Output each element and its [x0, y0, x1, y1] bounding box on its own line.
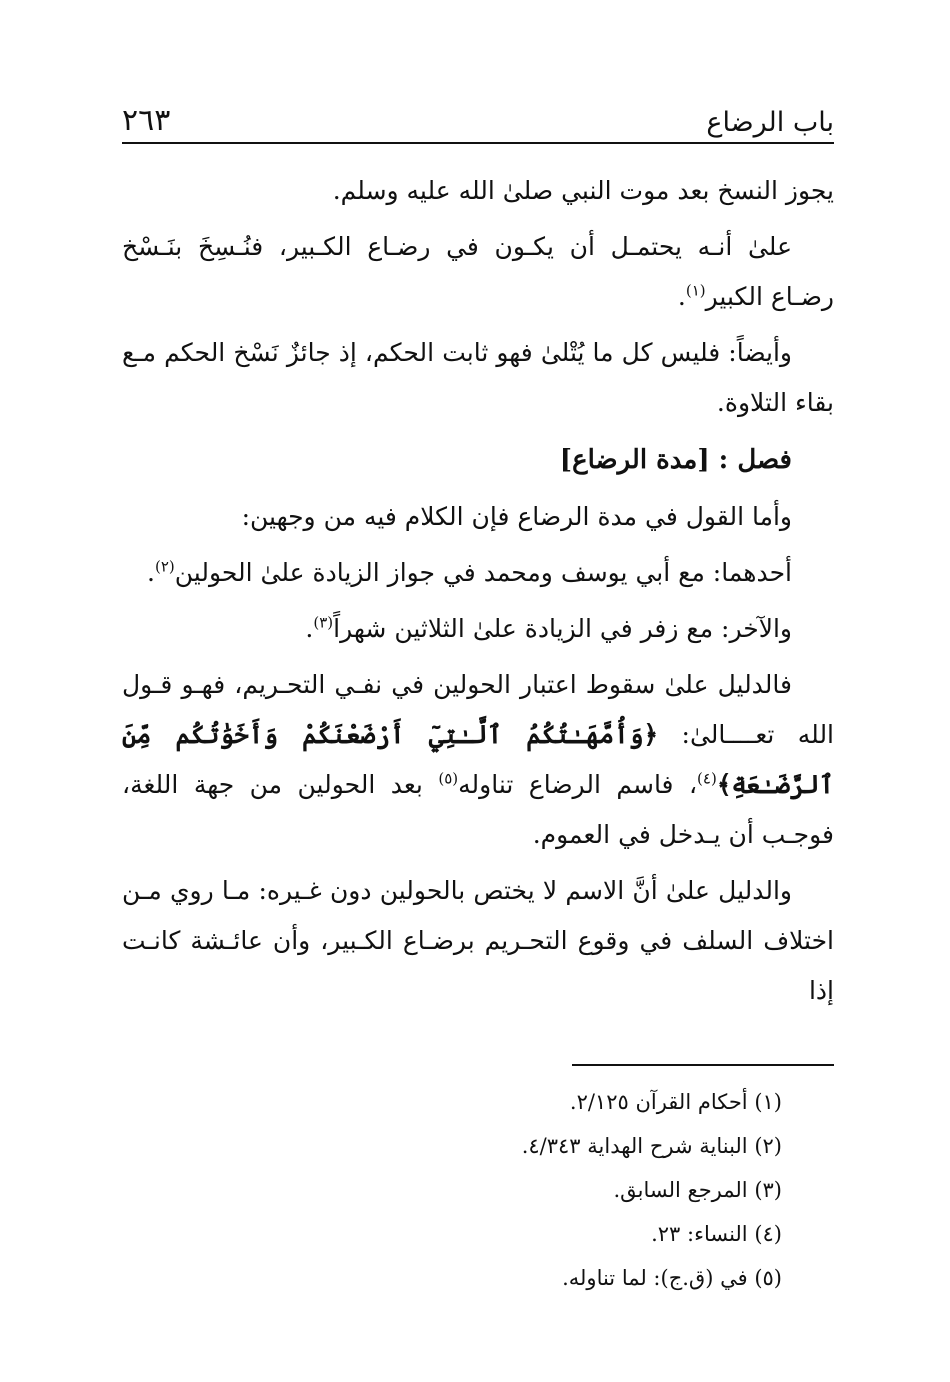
footnote: (٥) في (ق.ج): لما تناوله.	[562, 1266, 782, 1290]
paragraph-tail: .	[677, 282, 686, 311]
footnote: (١) أحكام القرآن ٢/١٢٥.	[569, 1090, 782, 1114]
evidence-paragraph	[122, 660, 834, 860]
page-number: ٢٦٣	[122, 103, 171, 138]
paragraph-tail: .	[305, 614, 314, 643]
chapter-title: باب الرضاع	[706, 107, 834, 138]
paragraph-text: يجوز النسخ بعد موت النبي صلىٰ الله عليه وسلم.	[332, 176, 834, 205]
footnotes	[122, 1080, 834, 1300]
paragraph	[122, 328, 834, 428]
footnote-ref: (٥)	[438, 769, 459, 788]
evidence-continuation: ، فاسم الرضاع تناوله	[458, 770, 698, 799]
paragraph	[122, 222, 834, 322]
footnote: (٤) النساء: ٢٣.	[651, 1222, 782, 1246]
paragraph-text: والآخر: مع زفر في الزيادة علىٰ الثلاثين شهراً	[333, 614, 792, 643]
paragraph	[122, 548, 834, 598]
paragraph-text: وأيضاً: فليس كل ما يُتْلىٰ فهو ثابت الحكم، إذ جائزٌ نَسْخ الحكم مـع بقاء التلاوة.	[122, 338, 834, 417]
paragraph-text: علىٰ أنـه يحتمـل أن يكـون في رضـاع الكـبير، فنُـسِخَ بنَـسْخ رضـاع الكبير	[122, 232, 834, 311]
paragraph	[122, 166, 834, 216]
section-title: فصل : [مدة الرضاع]	[559, 445, 792, 475]
page-body	[122, 166, 834, 1016]
quran-verse: ﴿وَأُمَّهَـٰتُكُمُ ٱلَّـٰتِيٓ أَرْضَعْنَكُمْ وَأَخَوَٰتُكُم مِّنَ ٱلرَّضَـٰعَةِ﴾	[122, 720, 834, 799]
footnote: (٢) البناية شرح الهداية ٤/٣٤٣.	[521, 1134, 782, 1158]
paragraph	[122, 492, 834, 542]
footnote-divider	[572, 1064, 834, 1066]
footnote-ref: (٢)	[155, 557, 175, 576]
evidence-intro: فالدليل علىٰ سقوط اعتبار الحولين في نفـي التحـريم، فهـو قـول الله تعــــالىٰ:	[122, 670, 835, 749]
footnote: (٣) المرجع السابق.	[613, 1178, 782, 1202]
paragraph-text: وأما القول في مدة الرضاع فإن الكلام فيه من وجهين:	[241, 502, 792, 531]
paragraph	[122, 866, 834, 1016]
evidence-rest: بعد الحولين من جهة اللغة، فوجـب أن يـدخل في العموم.	[122, 770, 834, 849]
footnote-ref: (٣)	[313, 613, 334, 632]
footnote-ref: (١)	[685, 281, 706, 300]
paragraph	[122, 604, 834, 654]
paragraph-text: أحدهما: مع أبي يوسف ومحمد في جواز الزيادة علىٰ الحولين	[174, 558, 792, 587]
footnote-ref: (٤)	[697, 769, 717, 788]
paragraph-tail: .	[147, 558, 155, 587]
page-header	[122, 88, 834, 144]
book-page	[122, 88, 834, 1300]
paragraph-text: والدليل علىٰ أنَّ الاسم لا يختص بالحولين دون غـيره: مـا روي مـن اختلاف السلف في وقوع التحـريم برضـاع الكـبير، وأن عائـشة كانـت إذا	[122, 876, 834, 1005]
